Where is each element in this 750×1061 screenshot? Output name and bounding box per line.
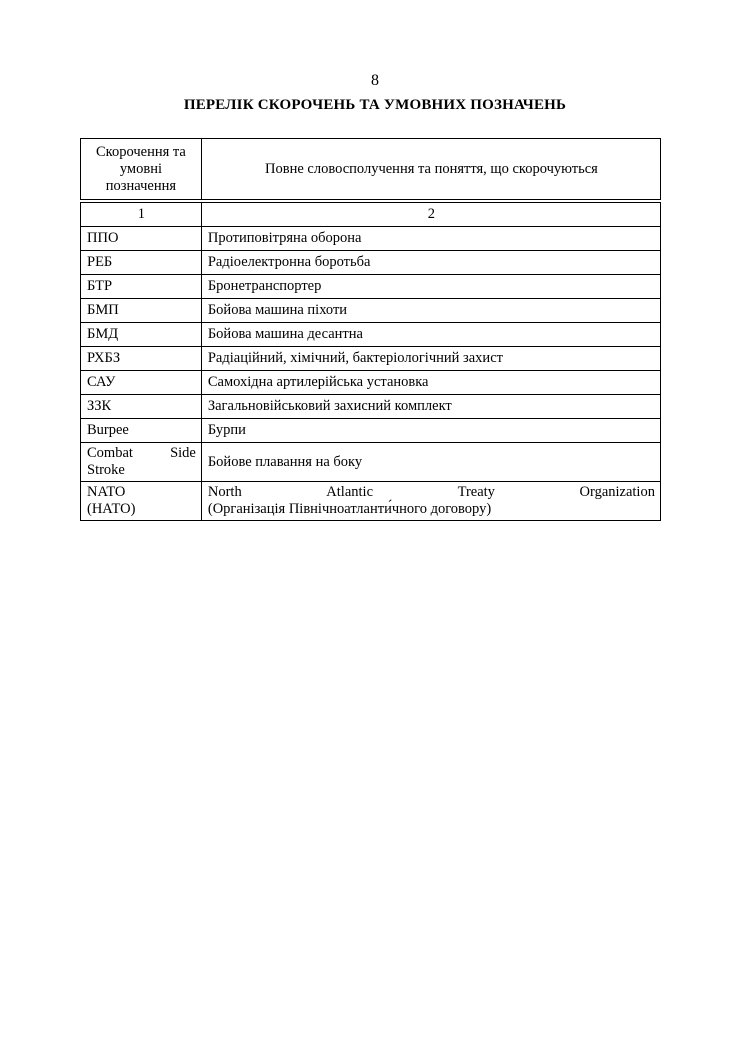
table-row xyxy=(81,419,661,443)
abbreviation-cell: БТР xyxy=(81,275,202,299)
abbreviation-cell: САУ xyxy=(81,371,202,395)
full-term-word: North xyxy=(207,484,242,500)
abbreviation-cell: Burpee xyxy=(81,419,202,443)
abbr-line: Stroke xyxy=(87,462,125,478)
abbreviations-table xyxy=(80,138,661,521)
abbreviation-cell: РЕБ xyxy=(81,251,202,275)
full-term-word: Treaty xyxy=(457,484,495,500)
full-term-cell: Бойова машина піхоти xyxy=(201,299,660,323)
abbreviation-cell: БМП xyxy=(81,299,202,323)
table-row xyxy=(81,299,661,323)
abbreviation-cell: ЗЗК xyxy=(81,395,202,419)
full-term-cell: Бойова машина десантна xyxy=(201,323,660,347)
table-row xyxy=(81,323,661,347)
full-term-cell: Бойове плавання на боку xyxy=(201,443,660,482)
abbreviation-cell xyxy=(81,443,202,482)
abbreviation-cell: ППО xyxy=(81,227,202,251)
full-term-cell: Загальновійськовий захисний комплект xyxy=(201,395,660,419)
table-row xyxy=(81,371,661,395)
abbr-word: Combat xyxy=(87,445,133,461)
full-term-cell xyxy=(201,482,660,521)
table-row xyxy=(81,347,661,371)
abbr-word: Side xyxy=(170,445,196,461)
abbreviation-cell: БМД xyxy=(81,323,202,347)
table-row xyxy=(81,275,661,299)
column-number-row xyxy=(81,203,661,227)
page-title: ПЕРЕЛІК СКОРОЧЕНЬ ТА УМОВНИХ ПОЗНАЧЕНЬ xyxy=(183,97,567,113)
abbr-line: (НАТО) xyxy=(87,501,136,517)
header-abbr-line: позначення xyxy=(105,177,177,194)
header-full-term-cell: Повне словосполучення та поняття, що скорочуються xyxy=(201,139,660,200)
table-row xyxy=(81,482,661,521)
full-term-cell: Самохідна артилерійська установка xyxy=(201,371,660,395)
full-term-word: Organization xyxy=(579,484,655,500)
table-row xyxy=(81,251,661,275)
full-term-justified-line xyxy=(208,484,655,501)
full-term-cell: Радіоелектронна боротьба xyxy=(201,251,660,275)
full-term-cell: Радіаційний, хімічний, бактеріологічний захист xyxy=(201,347,660,371)
page-number: 8 xyxy=(371,72,379,89)
table-header-row xyxy=(81,139,661,200)
full-term-cell: Бронетранспортер xyxy=(201,275,660,299)
full-term-line: (Організація Північноатланти́чного договору) xyxy=(207,501,492,517)
table-row xyxy=(81,227,661,251)
abbreviation-cell: РХБЗ xyxy=(81,347,202,371)
full-term-cell: Бурпи xyxy=(201,419,660,443)
header-abbreviation-cell xyxy=(81,139,202,200)
column-number: 1 xyxy=(81,203,202,227)
header-abbr-line: умовні xyxy=(119,160,162,177)
header-abbr-line: Скорочення та xyxy=(96,143,186,160)
table-row xyxy=(81,443,661,482)
full-term-word: Atlantic xyxy=(326,484,374,500)
column-number: 2 xyxy=(201,203,660,227)
full-term-cell: Протиповітряна оборона xyxy=(201,227,660,251)
abbr-line: NATO xyxy=(87,484,126,500)
abbr-justified-line xyxy=(87,445,196,462)
table-row xyxy=(81,395,661,419)
abbreviation-cell xyxy=(81,482,202,521)
